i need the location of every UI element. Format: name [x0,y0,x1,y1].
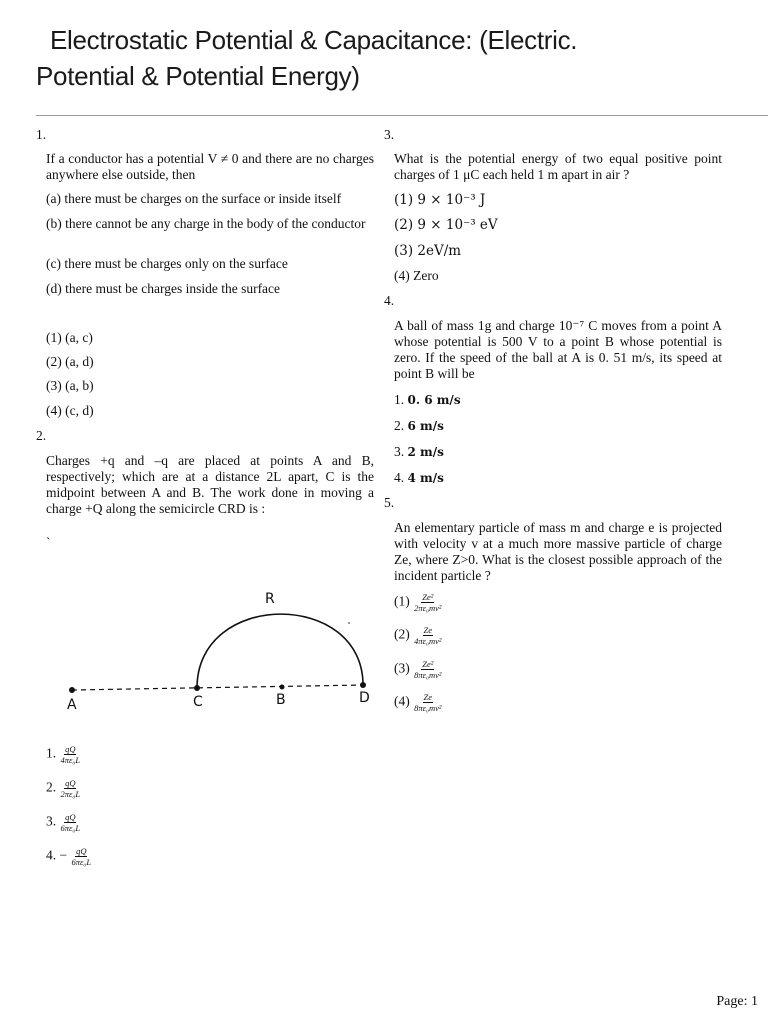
label-r: R [265,591,275,607]
option-prefix: (2) [394,626,410,642]
fraction-denominator: 6πε₀L [60,823,81,833]
fraction-numerator: qQ [65,778,76,788]
line-ab-dashed [72,685,364,690]
point-b [280,685,285,690]
option-3 [394,659,442,680]
point-a [69,687,75,693]
statement-a: (a) there must be charges on the surface or inside itself [46,191,342,206]
point-c [194,685,200,691]
statement-d: (d) there must be charges inside the surface [46,281,281,296]
option-2 [46,778,81,799]
fraction-numerator: qQ [76,846,87,856]
label-d: D [359,690,370,706]
option-prefix: (4) [394,693,410,709]
option-prefix: 1. [46,745,57,761]
stray-dot [348,622,350,624]
page-title [36,22,756,94]
option-4 [46,846,92,867]
option-prefix: 1. [394,392,405,407]
option-prefix: 2. [46,779,57,795]
option-3: (3) 2eV/m [394,243,462,259]
semicircle-diagram [60,585,380,715]
option-1 [394,392,461,408]
fraction-numerator: Ze [423,692,433,702]
option-prefix: 3. [46,813,57,829]
semicircle-crd [197,614,363,688]
option-1 [46,744,81,765]
fraction-denominator: 6πε₀L [71,857,92,867]
fraction-numerator: qQ [65,744,76,754]
label-a: A [67,697,77,713]
option-2 [394,625,442,646]
option-value: 2 m/s [407,445,444,459]
option-2: (2) 9 × 10⁻³ eV [394,217,498,233]
fraction-denominator: 8πε₀mv² [414,703,442,713]
option-3 [394,444,444,460]
option-4 [394,470,444,486]
label-b: B [276,692,286,708]
option-prefix: (1) [394,593,410,609]
option-prefix: 4. [394,470,405,485]
option-3 [46,812,81,833]
option-value: 6 m/s [407,419,444,433]
tick-mark: ` [46,535,51,550]
page-number: Page: 1 [716,994,758,1009]
option-3: (3) (a, b) [46,378,94,393]
point-d [360,682,366,688]
fraction-numerator: Ze² [422,659,434,669]
question-text: What is the potential energy of two equal positive point charges of 1 μC each held 1 m apart in air ? [394,151,722,182]
option-4 [394,692,442,713]
question-number: 5. [384,495,395,510]
question-text: If a conductor has a potential V ≠ 0 and there are no charges anywhere else outside, then [46,151,374,182]
option-prefix: 2. [394,418,405,433]
option-1: (1) (a, c) [46,330,93,345]
question-number: 1. [36,127,47,142]
question-text: A ball of mass 1g and charge 10⁻⁷ C moves from a point A whose potential is 500 V to a point B whose potential is zero. If the speed of the ball at A is 0. 51 m/s, its speed at point B will be [394,318,722,381]
question-text: Charges +q and –q are placed at points A and B, respectively; which are at a distance 2L apart, C is the midpoint between A and B. The work done in moving a charge +Q along the semicircle CRD is : [46,453,374,516]
fraction-denominator: 4πε₀L [60,755,81,765]
option-prefix: (3) [394,660,410,676]
option-2 [394,418,444,434]
question-number: 3. [384,127,395,142]
option-prefix: 3. [394,444,405,459]
title-divider [36,115,768,116]
fraction-denominator: 8πε₀mv² [414,670,442,680]
option-prefix: 4. − [46,847,68,863]
question-number: 4. [384,293,395,308]
option-value: 4 m/s [407,471,444,485]
option-4: (4) (c, d) [46,403,94,418]
option-value: 0. 6 m/s [407,393,461,407]
title-line-2: Potential & Potential Energy) [36,61,360,91]
fraction-denominator: 2πε₀mv² [414,603,442,613]
question-number: 2. [36,428,47,443]
fraction-numerator: qQ [65,812,76,822]
fraction-numerator: Ze [423,625,433,635]
fraction-numerator: Ze² [422,592,434,602]
title-line-1: Electrostatic Potential & Capacitance: (Electric. [50,25,578,55]
fraction-denominator: 4πε₀mv² [414,636,442,646]
option-4: (4) Zero [394,268,439,283]
fraction-denominator: 2πε₀L [60,789,81,799]
option-2: (2) (a, d) [46,354,94,369]
label-c: C [193,694,203,710]
statement-c: (c) there must be charges only on the surface [46,256,288,271]
option-1 [394,592,442,613]
question-text: An elementary particle of mass m and charge e is projected with velocity v at a much more massive particle of charge Ze, where Z>0. What is the closest possible approach of the incident particle ? [394,520,722,583]
statement-b: (b) there cannot be any charge in the body of the conductor [46,216,366,231]
option-1: (1) 9 × 10⁻³ J [394,192,486,208]
